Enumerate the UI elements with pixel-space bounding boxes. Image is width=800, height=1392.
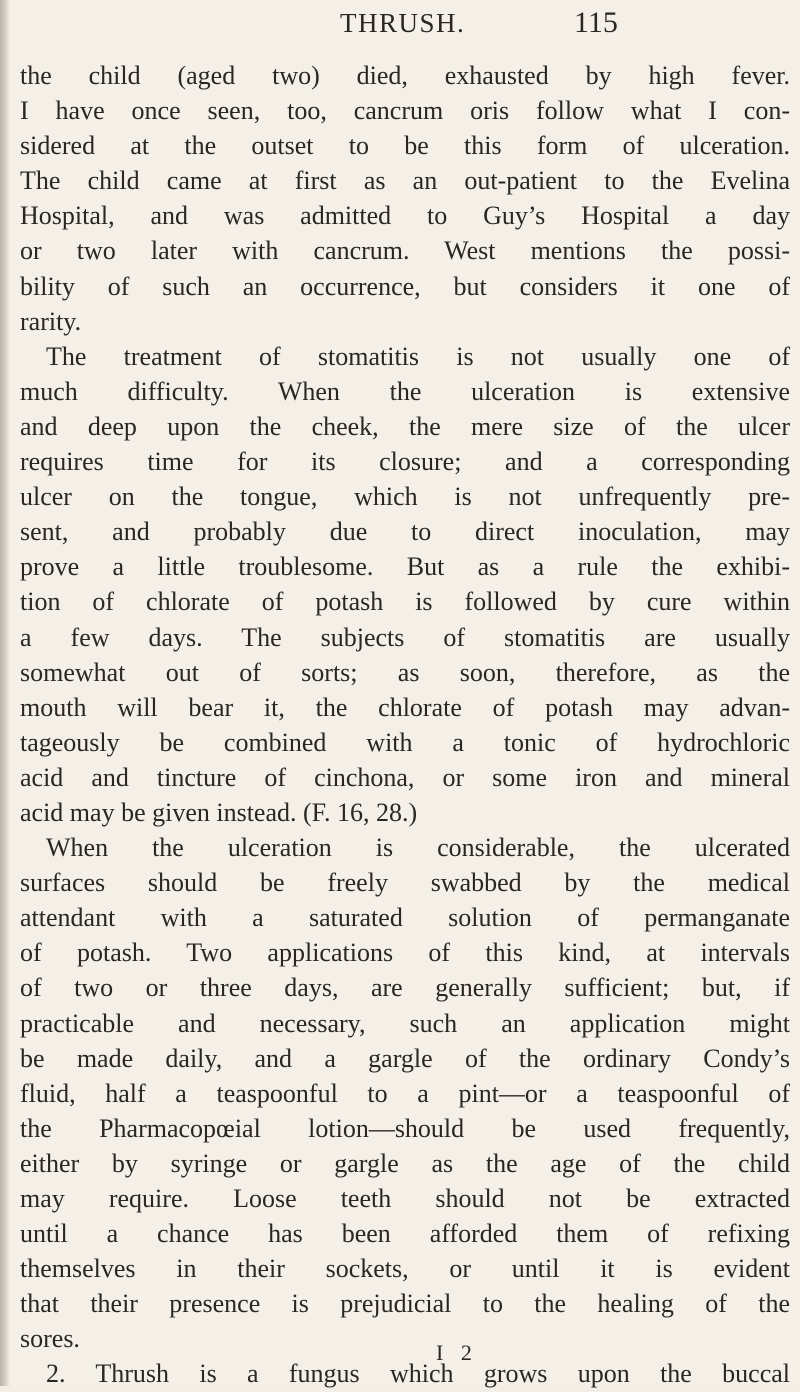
text-line: acid and tincture of cinchona, or some iron and mineral [20, 762, 790, 792]
text-line: sidered at the outset to be this form of ulceration. [20, 131, 790, 161]
running-title: THRUSH. [340, 8, 466, 38]
text-line: prove a little troublesome. But as a rule the exhibi- [20, 552, 790, 582]
paragraph-start-line: The treatment of stomatitis is not usually one of [46, 341, 790, 371]
text-line: and deep upon the cheek, the mere size of the ulcer [20, 411, 790, 441]
running-head [0, 8, 800, 48]
body-text [20, 58, 790, 1392]
text-line: rarity. [20, 306, 82, 336]
text-line: fluid, half a teaspoonful to a pint—or a teaspoonful of [20, 1078, 790, 1108]
text-line: be made daily, and a gargle of the ordinary Condy’s [20, 1043, 790, 1073]
text-line: practicable and necessary, such an application might [20, 1008, 790, 1038]
text-line: mouth will bear it, the chlorate of potash may advan- [20, 692, 790, 722]
text-line: may require. Loose teeth should not be extracted [20, 1184, 790, 1213]
text-line: a few days. The subjects of stomatitis are usually [20, 622, 790, 652]
text-line: bility of such an occurrence, but considers it one of [20, 271, 790, 301]
page-number: 115 [574, 6, 618, 39]
signature-mark: I 2 [436, 1340, 478, 1365]
text-line: tion of chlorate of potash is followed by cure within [20, 587, 790, 617]
page-gutter-shadow [0, 0, 10, 1386]
text-line: The child came at first as an out-patient to the Evelina [20, 166, 790, 196]
text-line: that their presence is prejudicial to the healing of the [20, 1289, 790, 1319]
text-line: sent, and probably due to direct inoculation, may [20, 517, 790, 547]
text-line: somewhat out of sorts; as soon, therefore, as the [20, 657, 790, 687]
text-line: sores. [20, 1324, 80, 1354]
paragraph-start-line: 2. Thrush is a fungus which grows upon the buccal [46, 1359, 790, 1389]
text-line: ulcer on the tongue, which is not unfrequently pre- [20, 482, 790, 512]
text-line: surfaces should be freely swabbed by the medical [20, 868, 790, 898]
text-line: I have once seen, too, cancrum oris follow what I con- [20, 96, 790, 126]
text-line: the child (aged two) died, exhausted by high fever. [20, 61, 790, 90]
text-line: requires time for its closure; and a corresponding [20, 447, 790, 477]
text-line: acid may be given instead. (F. 16, 28.) [20, 797, 418, 827]
paragraph-start-line: When the ulceration is considerable, the ulcerated [46, 833, 790, 863]
text-line: of potash. Two applications of this kind, at intervals [20, 938, 790, 968]
text-line: of two or three days, are generally sufficient; but, if [20, 973, 790, 1003]
text-line: Hospital, and was admitted to Guy’s Hospital a day [20, 201, 790, 231]
text-line: or two later with cancrum. West mentions the possi- [20, 236, 790, 266]
text-line: either by syringe or gargle as the age of the child [20, 1148, 790, 1178]
text-line: much difficulty. When the ulceration is extensive [20, 376, 790, 406]
text-line: until a chance has been afforded them of refixing [20, 1219, 790, 1249]
text-line: the Pharmacopœial lotion—should be used frequently, [20, 1113, 790, 1143]
text-line: themselves in their sockets, or until it is evident [20, 1254, 790, 1284]
text-line: tageously be combined with a tonic of hydrochloric [20, 727, 790, 757]
text-line: attendant with a saturated solution of permanganate [20, 903, 790, 933]
